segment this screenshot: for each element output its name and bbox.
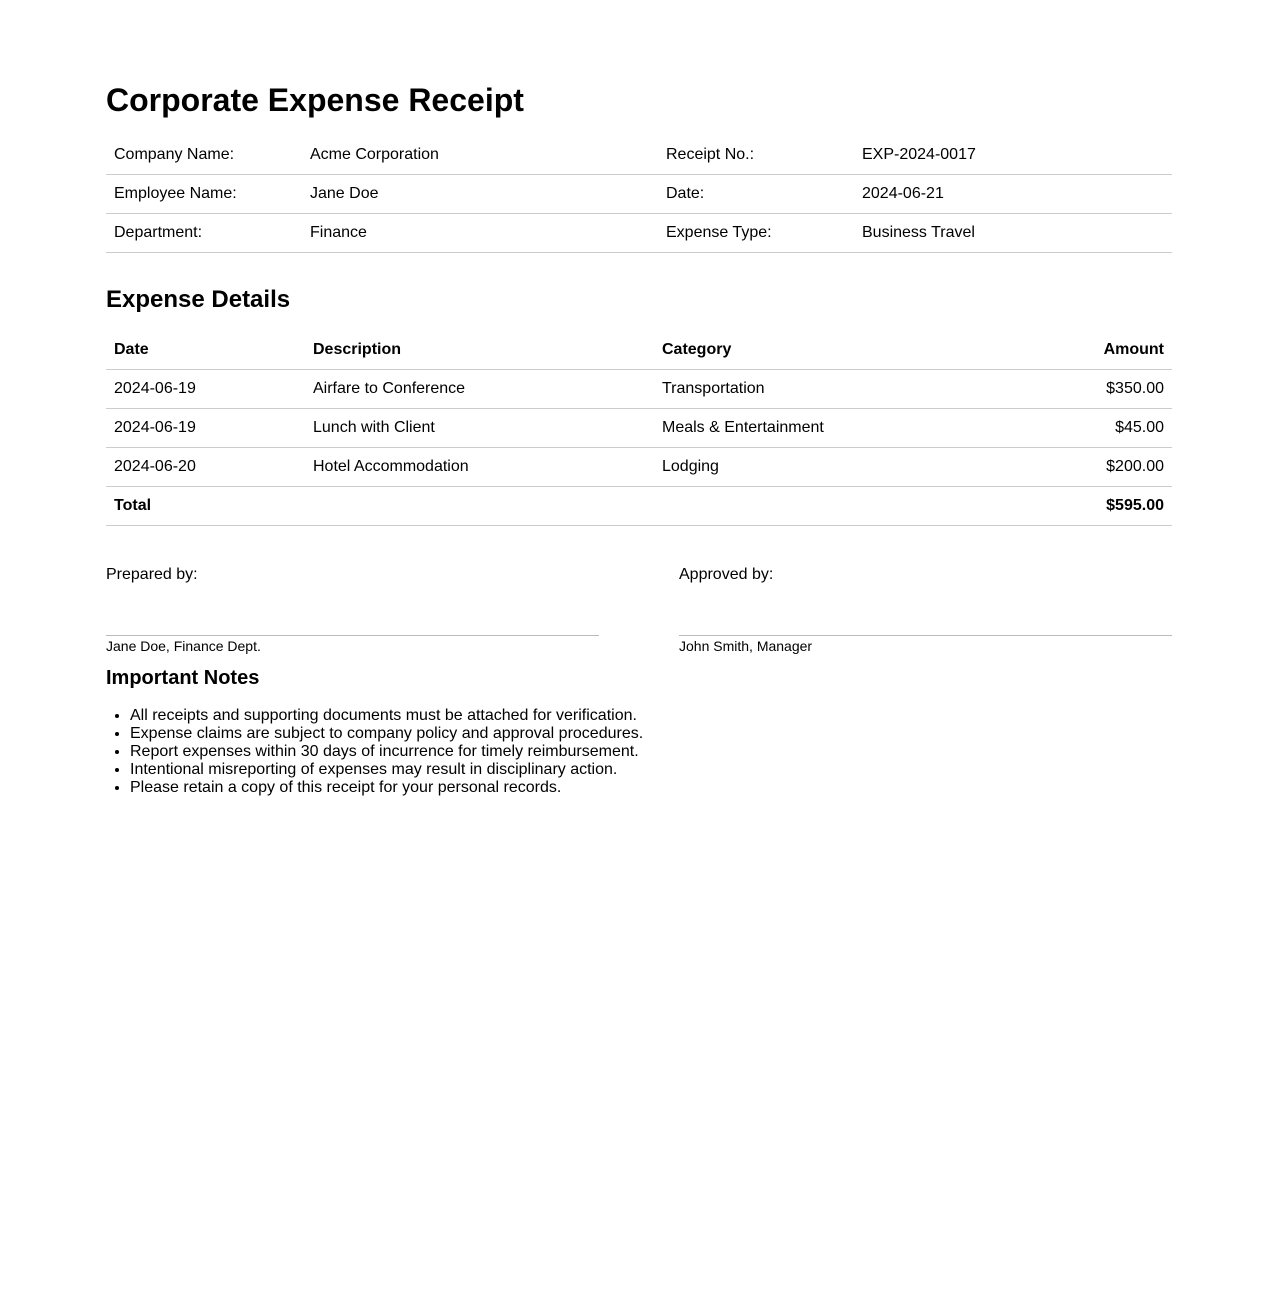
- expense-type-value: Business Travel: [854, 214, 1172, 253]
- department-value: Finance: [302, 214, 658, 253]
- total-spacer: [654, 487, 953, 526]
- receipt-number-value: EXP-2024-0017: [854, 136, 1172, 175]
- table-header-row: [106, 331, 1172, 370]
- expense-amount: $350.00: [953, 370, 1172, 409]
- total-amount: $595.00: [953, 487, 1172, 526]
- expense-category: Transportation: [654, 370, 953, 409]
- expense-description: Airfare to Conference: [305, 370, 654, 409]
- expense-category: Meals & Entertainment: [654, 409, 953, 448]
- table-row: [106, 370, 1172, 409]
- amount-column-header: Amount: [953, 331, 1172, 370]
- page-title: Corporate Expense Receipt: [106, 82, 524, 118]
- prepared-by-signature-block: [106, 566, 599, 654]
- expense-details-table: [106, 331, 1172, 526]
- company-name-label: Company Name:: [106, 136, 302, 175]
- list-item: • Intentional misreporting of expenses may result in disciplinary action.: [130, 761, 643, 779]
- info-row: [106, 214, 1172, 253]
- employee-name-value: Jane Doe: [302, 175, 658, 214]
- list-item: • Expense claims are subject to company policy and approval procedures.: [130, 725, 643, 743]
- info-row: [106, 175, 1172, 214]
- expense-description: Hotel Accommodation: [305, 448, 654, 487]
- employee-name-label: Employee Name:: [106, 175, 302, 214]
- date-column-header: Date: [106, 331, 305, 370]
- list-item: • Please retain a copy of this receipt for your personal records.: [130, 779, 643, 797]
- expense-description: Lunch with Client: [305, 409, 654, 448]
- receipt-date-value: 2024-06-21: [854, 175, 1172, 214]
- important-notes-list: [106, 707, 643, 797]
- company-name-value: Acme Corporation: [302, 136, 658, 175]
- important-notes-heading: Important Notes: [106, 667, 260, 689]
- signature-line: [679, 635, 1172, 636]
- list-item: • All receipts and supporting documents must be attached for verification.: [130, 707, 643, 725]
- department-label: Department:: [106, 214, 302, 253]
- approved-by-name: John Smith, Manager: [679, 638, 813, 654]
- receipt-date-label: Date:: [658, 175, 854, 214]
- total-row: [106, 487, 1172, 526]
- list-item: • Report expenses within 30 days of incurrence for timely reimbursement.: [130, 743, 643, 761]
- table-row: [106, 409, 1172, 448]
- expense-amount: $45.00: [953, 409, 1172, 448]
- expense-amount: $200.00: [953, 448, 1172, 487]
- total-label: Total: [106, 487, 305, 526]
- prepared-by-name: Jane Doe, Finance Dept.: [106, 638, 261, 654]
- expense-date: 2024-06-19: [106, 370, 305, 409]
- table-row: [106, 448, 1172, 487]
- expense-details-heading: Expense Details: [106, 286, 291, 313]
- approved-by-label: Approved by:: [679, 566, 774, 583]
- description-column-header: Description: [305, 331, 654, 370]
- expense-type-label: Expense Type:: [658, 214, 854, 253]
- receipt-info-table: [106, 136, 1172, 253]
- expense-category: Lodging: [654, 448, 953, 487]
- info-row: [106, 136, 1172, 175]
- prepared-by-label: Prepared by:: [106, 566, 198, 583]
- receipt-number-label: Receipt No.:: [658, 136, 854, 175]
- expense-date: 2024-06-20: [106, 448, 305, 487]
- signature-line: [106, 635, 599, 636]
- category-column-header: Category: [654, 331, 953, 370]
- total-spacer: [305, 487, 654, 526]
- approved-by-signature-block: [679, 566, 1172, 654]
- expense-date: 2024-06-19: [106, 409, 305, 448]
